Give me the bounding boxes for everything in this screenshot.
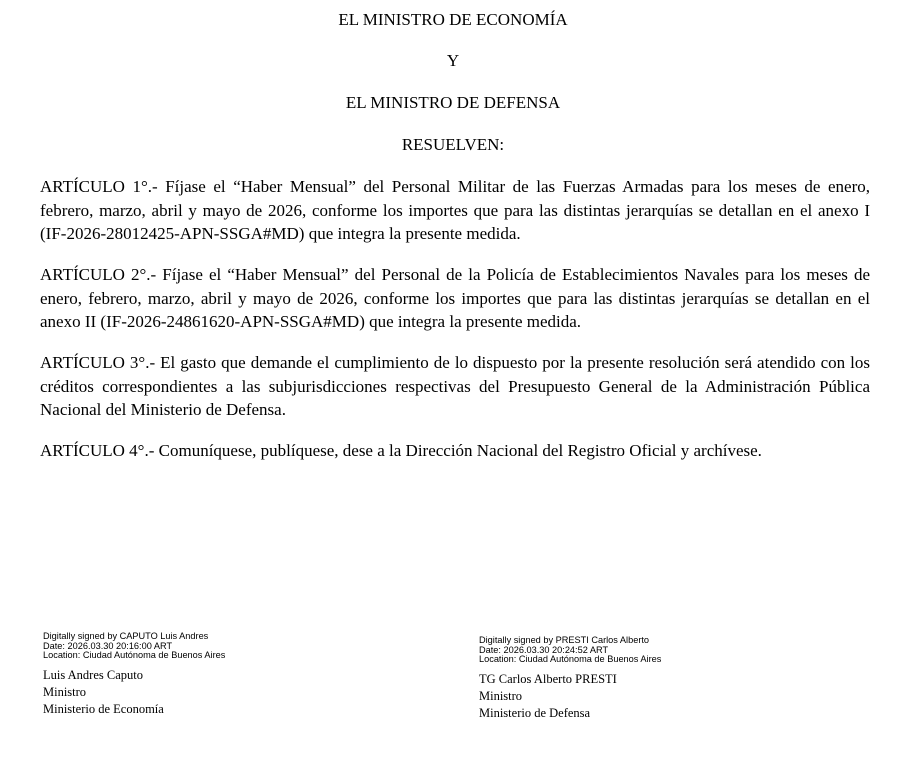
signer-name: TG Carlos Alberto PRESTI [479, 671, 617, 686]
heading-minister-economy: EL MINISTRO DE ECONOMÍA [338, 10, 568, 29]
digital-signature-date: Date: 2026.03.30 20:16:00 ART [43, 640, 173, 651]
heading-conjunction: Y [446, 51, 460, 70]
article-1: ARTÍCULO 1°.- Fíjase el “Haber Mensual” del Personal Militar de las Fuerzas Armadas para los meses de enero, febrero, marzo, abril y mayo de 2026, conforme los importes que para las distintas jerarquías se detallan en el anexo I (IF-2026-28012425-APN-SSGA#MD) que integra la presente medida. [40, 177, 870, 243]
digital-signed-by: Digitally signed by PRESTI Carlos Alberto [479, 635, 650, 645]
signer-role: Ministro [479, 688, 523, 703]
signer-role: Ministro [43, 684, 87, 699]
article-3: ARTÍCULO 3°.- El gasto que demande el cumplimiento de lo dispuesto por la presente resolución será atendido con los créditos correspondientes a las subjurisdicciones respectivas del Presupuesto General de la Administración Pública Nacional del Ministerio de Defensa. [40, 353, 870, 419]
signature-block-defense [479, 636, 859, 722]
heading-resuelven: RESUELVEN: [401, 135, 505, 154]
digital-signature-stamp [479, 636, 859, 665]
signer-office: Ministerio de Economía [43, 701, 164, 716]
digital-signature-stamp [43, 632, 423, 661]
digital-signature-date: Date: 2026.03.30 20:24:52 ART [479, 644, 609, 655]
digital-signed-by: Digitally signed by CAPUTO Luis Andres [43, 631, 209, 641]
digital-signature-location: Location: Ciudad Autónoma de Buenos Aires [479, 654, 662, 664]
signer-name: Luis Andres Caputo [43, 667, 143, 682]
article-4: ARTÍCULO 4°.- Comuníquese, publíquese, dese a la Dirección Nacional del Registro Oficial y archívese. [40, 441, 762, 460]
digital-signature-location: Location: Ciudad Autónoma de Buenos Aires [43, 650, 226, 660]
signature-block-economy [43, 632, 423, 718]
heading-minister-defense: EL MINISTRO DE DEFENSA [345, 93, 561, 112]
signer-office: Ministerio de Defensa [479, 705, 591, 720]
article-2: ARTÍCULO 2°.- Fíjase el “Haber Mensual” del Personal de la Policía de Establecimientos Navales para los meses de enero, febrero, marzo, abril y mayo de 2026, conforme los importes que para las distintas jerarquías se detallan en el anexo II (IF-2026-24861620-APN-SSGA#MD) que integra la presente medida. [40, 265, 870, 331]
